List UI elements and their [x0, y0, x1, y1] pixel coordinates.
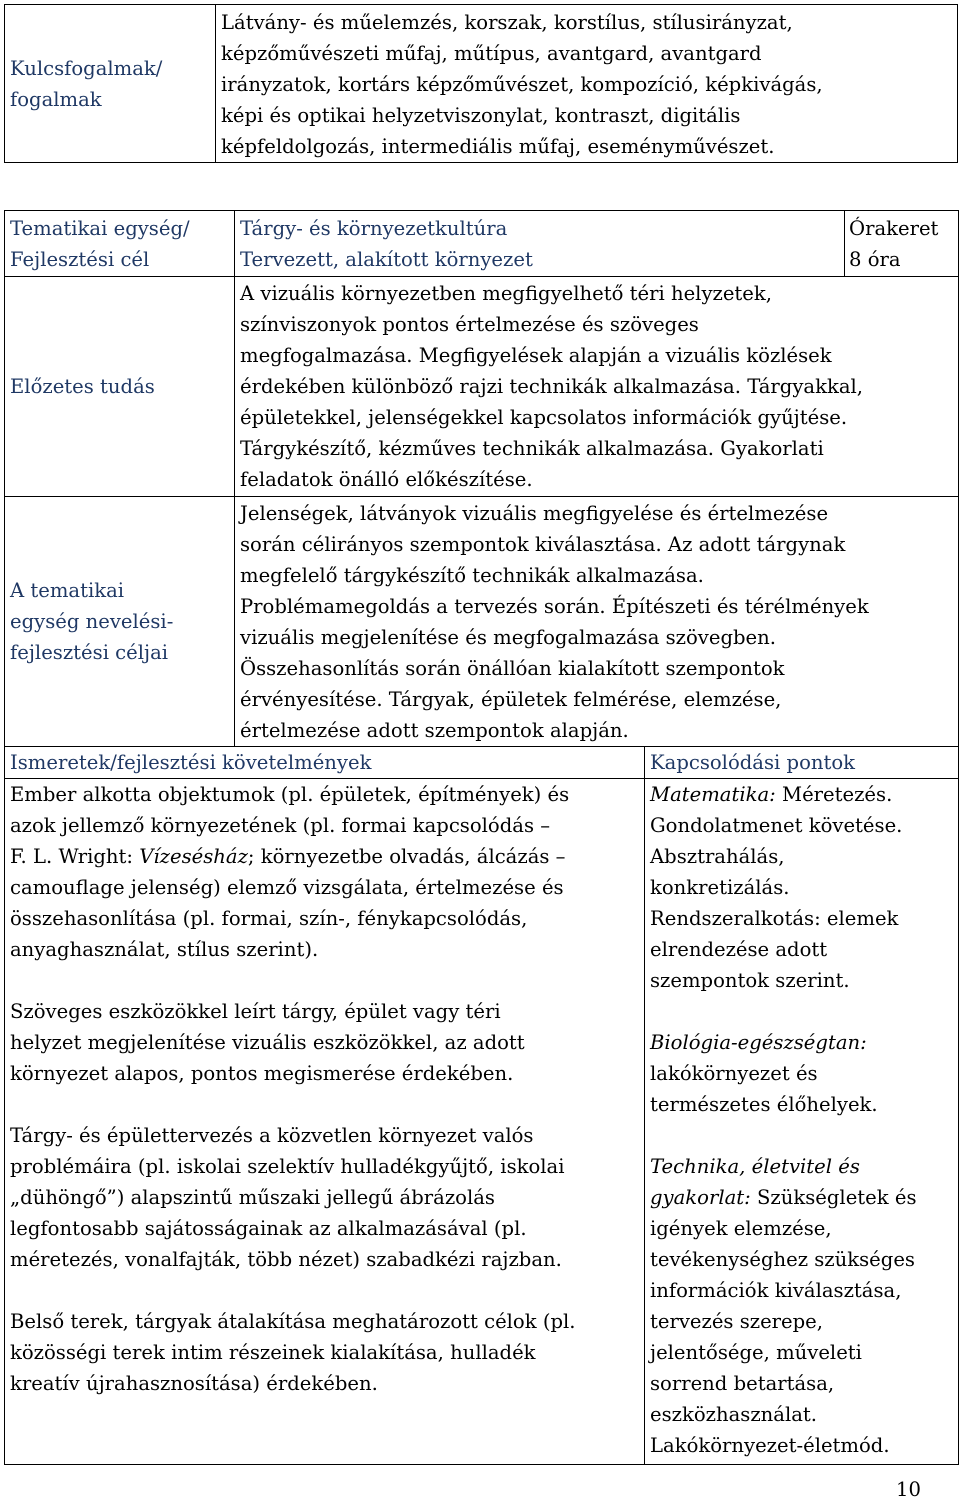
connections-text: Biológia-egészségtan:	[650, 1031, 867, 1054]
connections-line	[650, 903, 953, 934]
requirements-line	[10, 934, 639, 965]
requirements-text: helyzet megjelenítése vizuális eszközökkel, az adott	[10, 1031, 525, 1054]
key-concepts-text	[216, 5, 958, 163]
connections-line	[650, 1027, 953, 1058]
key-concepts-line: Látvány- és műelemzés, korszak, korstílus, stílusirányzat,	[221, 11, 793, 34]
requirements-body	[5, 779, 645, 1465]
connections-line	[650, 1089, 953, 1120]
requirements-text: camouflage jelenség) elemző vizsgálata, értelmezése és	[10, 876, 564, 899]
requirements-text: Szöveges eszközökkel leírt tárgy, épület vagy téri	[10, 1000, 501, 1023]
requirements-paragraph	[10, 996, 639, 1089]
requirements-text: „dühöngő”) alapszintű műszaki jellegű ábrázolás	[10, 1186, 495, 1209]
requirements-text: anyaghasználat, stílus szerint).	[10, 938, 319, 961]
connections-line	[650, 1430, 953, 1461]
requirements-text: Belső terek, tárgyak átalakítása meghatározott célok (pl.	[10, 1310, 576, 1333]
requirements-line	[10, 1027, 639, 1058]
connections-line	[650, 810, 953, 841]
requirements-header: Ismeretek/fejlesztési követelmények	[5, 747, 645, 779]
connections-text: tevékenységhez szükséges	[650, 1248, 915, 1271]
unit-title: Tárgy- és környezetkultúra	[240, 216, 508, 240]
requirements-text: összehasonlítása (pl. formai, szín-, fénykapcsolódás,	[10, 907, 528, 930]
thematic-unit-table	[4, 210, 959, 1465]
requirements-text: Vízesésház	[139, 845, 248, 868]
goals-line: Jelenségek, látványok vizuális megfigyelése és értelmezése	[240, 501, 829, 525]
connections-text: Szükségletek és	[750, 1186, 917, 1209]
requirements-text: legfontosabb sajátosságainak az alkalmazásával (pl.	[10, 1217, 527, 1240]
connections-line	[650, 872, 953, 903]
connections-text: Technika, életvitel és	[650, 1155, 860, 1178]
connections-text: jelentősége, műveleti	[650, 1341, 862, 1364]
hours-label: Órakeret	[849, 216, 939, 240]
goals-line: érvényesítése. Tárgyak, épületek felmérése, elemzése,	[240, 687, 782, 711]
connections-line	[650, 1399, 953, 1430]
key-concepts-table	[4, 4, 958, 163]
connections-text: Absztrahálás,	[650, 845, 785, 868]
unit-subtitle: Tervezett, alakított környezet	[240, 247, 533, 271]
requirements-text: azok jellemző környezetének (pl. formai kapcsolódás –	[10, 814, 551, 837]
requirements-line	[10, 1151, 639, 1182]
connections-text: igények elemzése,	[650, 1217, 832, 1240]
unit-label-line: Fejlesztési cél	[10, 247, 150, 271]
requirements-text: méretezés, vonalfajták, több nézet) szabadkézi rajzban.	[10, 1248, 562, 1271]
requirements-line	[10, 996, 639, 1027]
requirements-line	[10, 1182, 639, 1213]
connections-line	[650, 1058, 953, 1089]
requirements-paragraph	[10, 1120, 639, 1275]
requirements-text: Ember alkotta objektumok (pl. épületek, építmények) és	[10, 783, 570, 806]
key-concepts-line: képi és optikai helyzetviszonylat, kontraszt, digitális	[221, 104, 741, 127]
connections-paragraph	[650, 1151, 953, 1461]
hours-cell	[845, 211, 959, 277]
prior-knowledge-text	[235, 277, 959, 497]
requirements-line	[10, 841, 639, 872]
goals-label	[5, 497, 235, 747]
connections-line	[650, 779, 953, 810]
connections-text: információk kiválasztása,	[650, 1279, 902, 1302]
goals-text	[235, 497, 959, 747]
connections-paragraph	[650, 1027, 953, 1120]
requirements-paragraph	[10, 1306, 639, 1399]
requirements-line	[10, 1120, 639, 1151]
key-concepts-label-line: fogalmak	[10, 87, 102, 111]
goals-line: értelmezése adott szempontok alapján.	[240, 718, 629, 742]
goals-line: vizuális megjelenítése és megfogalmazása szövegben.	[240, 625, 776, 649]
requirements-line	[10, 903, 639, 934]
goals-label-line: fejlesztési céljai	[10, 641, 169, 664]
connections-text: konkretizálás.	[650, 876, 790, 899]
key-concepts-line: irányzatok, kortárs képzőművészet, kompozíció, képkivágás,	[221, 73, 823, 96]
goals-line: során célirányos szempontok kiválasztása. Az adott tárgynak	[240, 532, 846, 556]
requirements-line	[10, 1368, 639, 1399]
requirements-text: közösségi terek intim részeinek kialakítása, hulladék	[10, 1341, 536, 1364]
connections-line	[650, 934, 953, 965]
key-concepts-line: képzőművészeti műfaj, műtípus, avantgard, avantgard	[221, 42, 762, 65]
prior-knowledge-label: Előzetes tudás	[5, 277, 235, 497]
connections-text: gyakorlat:	[650, 1186, 751, 1209]
requirements-line	[10, 1244, 639, 1275]
connections-line	[650, 1151, 953, 1182]
prior-knowledge-line: megfogalmazása. Megfigyelések alapján a vizuális közlések	[240, 344, 832, 367]
prior-knowledge-line: Tárgykészítő, kézműves technikák alkalmazása. Gyakorlati	[240, 437, 824, 460]
requirements-text: Tárgy- és épülettervezés a közvetlen környezet valós	[10, 1124, 534, 1147]
prior-knowledge-line: érdekében különböző rajzi technikák alkalmazása. Tárgyakkal,	[240, 375, 864, 398]
requirements-text: problémáira (pl. iskolai szelektív hulladékgyűjtő, iskolai	[10, 1155, 565, 1178]
goals-line: Problémamegoldás a tervezés során. Építészeti és térélmények	[240, 594, 869, 618]
connections-line	[650, 1275, 953, 1306]
requirements-paragraph	[10, 779, 639, 965]
page-number: 10	[896, 1478, 921, 1501]
connections-text: lakókörnyezet és	[650, 1062, 818, 1085]
unit-title-cell	[235, 211, 845, 277]
connections-text: sorrend betartása,	[650, 1372, 835, 1395]
connections-text: Matematika:	[650, 783, 776, 806]
connections-paragraph	[650, 779, 953, 996]
connections-line	[650, 1368, 953, 1399]
connections-line	[650, 1306, 953, 1337]
key-concepts-line: képfeldolgozás, intermediális műfaj, eseményművészet.	[221, 135, 775, 158]
connections-text: tervezés szerepe,	[650, 1310, 824, 1333]
requirements-text: F. L. Wright:	[10, 845, 140, 868]
connections-header: Kapcsolódási pontok	[645, 747, 959, 779]
requirements-line	[10, 810, 639, 841]
goals-line: megfelelő tárgykészítő technikák alkalmazása.	[240, 563, 704, 587]
requirements-text: kreatív újrahasznosítása) érdekében.	[10, 1372, 378, 1395]
prior-knowledge-line: A vizuális környezetben megfigyelhető téri helyzetek,	[240, 282, 772, 305]
goals-label-line: egység nevelési-	[10, 610, 174, 633]
requirements-line	[10, 872, 639, 903]
connections-text: elrendezése adott	[650, 938, 828, 961]
connections-text: Lakókörnyezet-életmód.	[650, 1434, 890, 1457]
connections-line	[650, 965, 953, 996]
prior-knowledge-line: épületekkel, jelenségekkel kapcsolatos információk gyűjtése.	[240, 406, 848, 429]
connections-text: természetes élőhelyek.	[650, 1093, 878, 1116]
requirements-paragraphs	[10, 779, 639, 1399]
prior-knowledge-line: feladatok önálló előkészítése.	[240, 468, 533, 491]
goals-line: Összehasonlítás során önállóan kialakított szempontok	[240, 656, 785, 680]
requirements-text: környezet alapos, pontos megismerése érdekében.	[10, 1062, 514, 1085]
key-concepts-label	[5, 5, 216, 163]
key-concepts-label-line: Kulcsfogalmak/	[10, 56, 163, 80]
connections-line	[650, 1337, 953, 1368]
requirements-line	[10, 1213, 639, 1244]
requirements-line	[10, 1058, 639, 1089]
connections-line	[650, 1182, 953, 1213]
connections-line	[650, 1244, 953, 1275]
unit-label-line: Tematikai egység/	[10, 216, 190, 240]
connections-text: Rendszeralkotás: elemek	[650, 907, 899, 930]
hours-value: 8 óra	[849, 247, 901, 271]
connections-text: eszközhasználat.	[650, 1403, 817, 1426]
connections-paragraphs	[650, 779, 953, 1461]
connections-text: szempontok szerint.	[650, 969, 850, 992]
unit-label	[5, 211, 235, 277]
connections-text: Gondolatmenet követése.	[650, 814, 903, 837]
connections-line	[650, 1213, 953, 1244]
requirements-line	[10, 779, 639, 810]
requirements-text: ; környezetbe olvadás, álcázás –	[247, 845, 566, 868]
connections-line	[650, 841, 953, 872]
connections-text: Méretezés.	[775, 783, 893, 806]
goals-label-line: A tematikai	[10, 579, 125, 602]
prior-knowledge-line: színviszonyok pontos értelmezése és szöveges	[240, 313, 699, 336]
requirements-line	[10, 1306, 639, 1337]
requirements-line	[10, 1337, 639, 1368]
connections-body	[645, 779, 959, 1465]
